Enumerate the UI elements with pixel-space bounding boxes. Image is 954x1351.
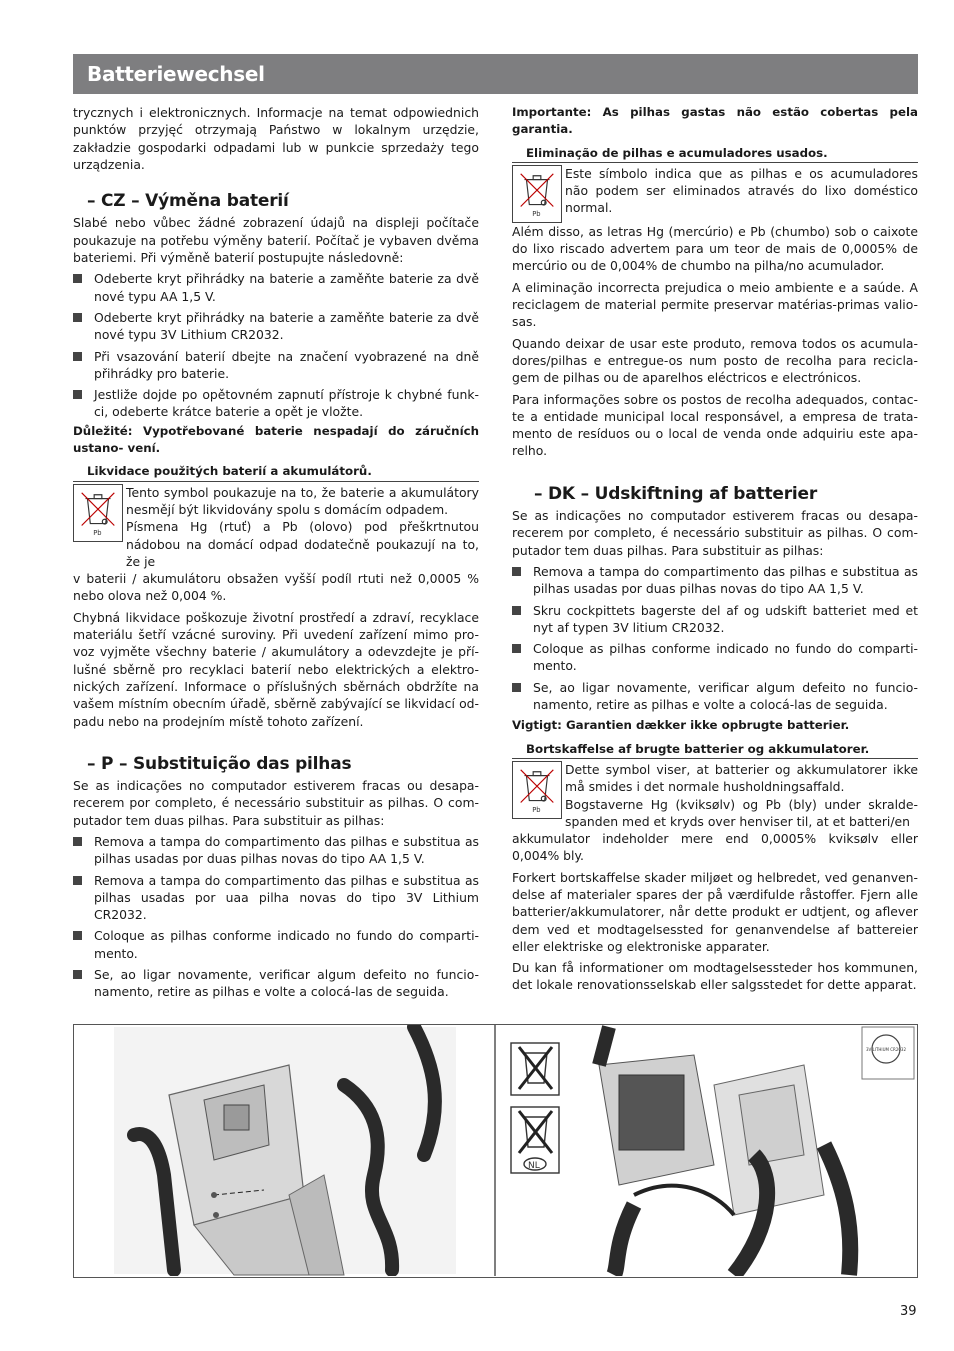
dk-disposal-para-2: Du kan få informationer om modtagelsessteder hos kommunen, det lokale renovationsselskab eller salgsstedet for dette apparat.	[512, 960, 918, 993]
bullet-square-icon	[73, 837, 82, 846]
bullet-square-icon	[73, 274, 82, 283]
console-right-drawing	[599, 1027, 850, 1275]
list-item: Coloque as pilhas conforme indicado no fundo do comparti- mento.	[512, 640, 918, 675]
list-item: Coloque as pilhas conforme indicado no fundo do comparti- mento.	[73, 927, 479, 962]
dk-important-note: Vigtigt: Garantien dækker ikke opbrugte batterier.	[512, 718, 850, 733]
list-item: Odeberte kryt přihrádky na baterie a zaměňte baterie za dvě nové typu AA 1,5 V.	[73, 270, 479, 305]
bullet-square-icon	[73, 970, 82, 979]
svg-text:Pb: Pb	[532, 805, 541, 814]
bullet-square-icon	[512, 567, 521, 576]
dk-disposal-para-1: Forkert bortskaffelse skader miljøet og helbredet, ved genanven- delse af materialer spares der på værdifulde råstoffer. Fjern alle batterier/akkumulatorer, når dette produkt er udtjent, og aflever dem ved et modtagelsessted for genanvendelse af battereier eller elektriske og elektroniske apparater.	[512, 869, 918, 954]
dk-symbol-text-1: Dette symbol viser, at batterier og akkumulatorer ikke må smides i det normale husholdningsaffald.	[565, 761, 918, 795]
cz-symbol-text-3: v baterii / akumulátoru obsažen vyšší podíl rtuti než 0,0005 % nebo olova než 0,004 %.	[73, 571, 479, 604]
bullet-square-icon	[512, 644, 521, 653]
p-disposal-para-2: Quando deixar de usar este produto, remova todos os acumula- dores/pilhas e entregue-os num posto de recolha para recicla- gem de pilhas ou de aparelhos eléctricos e electrónicos.	[512, 335, 918, 386]
dk-disposal-heading: Bortskaffelse af brugte batterier og akkumulatorer.	[512, 741, 918, 759]
p-important-note: Importante: As pilhas gastas não estão cobertas pela garantia.	[512, 105, 918, 137]
p-heading: – P – Substituição das pilhas	[87, 753, 352, 774]
dk-heading: – DK – Udskiftning af batterier	[534, 483, 818, 504]
dk-symbol-text-2: Bogstaverne Hg (kviksølv) og Pb (bly) under skralde- spanden med et kryds over henviser til, at et batteri/en	[565, 796, 918, 829]
dk-intro: Se as indicações no computador estiverem fracas ou desapa- recerem por completo, é necessário substituir as pilhas. O com- putador tem duas pilhas. Para substituir as pilhas:	[512, 508, 918, 558]
dk-disposal-symbol-row	[512, 761, 918, 830]
p-disposal-heading: Eliminação de pilhas e acumuladores usados.	[512, 145, 918, 163]
bin-symbols-right	[511, 1043, 559, 1173]
p-symbol-text-1: Este símbolo indica que as pilhas e os acumuladores não podem ser eliminados através do lixo doméstico normal.	[565, 165, 918, 216]
illustration-svg	[74, 1025, 916, 1276]
dk-symbol-text-3: akkumulator indeholder mere end 0,0005% kviksølv eller 0,004% bly.	[512, 831, 918, 864]
list-item: Skru cockpittets bagerste del af og udskift batteriet med et nyt af typen 3V litium CR2032.	[512, 602, 918, 637]
pl-tail-paragraph: trycznych i elektronicznych. Informacje na temat odpowiednich punktów przyjęć otrzymają Państwo w lokalnym urzędzie, zakładzie gospodarki odpadami lub w punkcie sprzedaży tego urządzenia.	[73, 105, 479, 172]
left-column	[73, 104, 479, 1001]
crossed-bin-icon	[512, 165, 562, 223]
p-disposal-para-3: Para informações sobre os postos de recolha adequados, contac- te a entidade municipal local responsável, a empresa de trata- mento de resíduos ou o local de venda onde adquiriu este apa- relho.	[512, 391, 918, 459]
bullet-square-icon	[73, 390, 82, 399]
bullet-square-icon	[73, 876, 82, 885]
nl-label: NL	[528, 1161, 540, 1171]
battery-replacement-illustration	[73, 1024, 918, 1278]
page-number: 39	[900, 1304, 917, 1319]
cz-disposal-heading: Likvidace použitých baterií a akumulátorů.	[73, 463, 479, 481]
crossed-bin-icon	[512, 761, 562, 819]
list-item: Remova a tampa do compartimento das pilhas e substitua as pilhas usadas por duas pilhas novas do tipo AA 1,5 V.	[512, 563, 918, 598]
cz-heading: – CZ – Výměna baterií	[87, 191, 289, 212]
page-title: Batteriewechsel	[87, 62, 265, 86]
bullet-square-icon	[73, 352, 82, 361]
p-disposal-symbol-row	[512, 165, 918, 223]
bullet-square-icon	[512, 606, 521, 615]
cz-disposal-paragraph: Chybná likvidace poškozuje životní prostředí a zdraví, recyklace materiálu šetří vzácné suroviny. Při uvedení zařízení mimo pro- voz vyjměte všechny baterie / akumulátory a odevzdejte je pří- lušné sběrně pro recyklaci baterií nebo elektrických a elektro- nických zařízení. Informace o příslušných sběrnách obdržíte na vašem místním obecním úřadě, sběrně zabývající se likvidací od- padu nebo na prodejním místě tohoto zařízení.	[73, 609, 479, 729]
list-item: Remova a tampa do compartimento das pilhas e substitua as pilhas usadas por duas pilhas novas do tipo AA 1,5 V.	[73, 833, 479, 868]
section-header	[73, 54, 918, 94]
bullet-square-icon	[73, 931, 82, 940]
cz-symbol-text-1: Tento symbol poukazuje na to, že baterie a akumulátory nesmějí být likvidovány spolu s domácím odpadem.	[126, 484, 479, 517]
cz-symbol-text-2: Písmena Hg (rtuť) a Pb (olovo) pod přeškrtnutou nádobou na domácí odpad dodatečně poukazují na to, že je	[126, 519, 479, 569]
cz-important-note: Důležité: Vypotřebované baterie nespadají do záručních ustano- vení.	[73, 423, 479, 456]
list-item: Remova a tampa do compartimento das pilhas e substitua as pilhas usadas por uaa pilha novas do tipo 3V Lithium CR2032.	[73, 872, 479, 924]
cz-intro: Slabé nebo vůbec žádné zobrazení údajů na displeji počítače poukazuje na potřebu výměny baterií. Počítač je vybaven dvěma bateriemi. Při výměně baterií postupujte následovně:	[73, 215, 479, 266]
svg-text:Pb: Pb	[532, 209, 541, 218]
bullet-square-icon	[512, 683, 521, 692]
list-item: Odeberte kryt přihrádky na baterie a zaměňte baterie za dvě nové typu 3V Lithium CR2032.	[73, 309, 479, 344]
svg-text:Pb: Pb	[93, 528, 102, 537]
p-symbol-text-2: Além disso, as letras Hg (mercúrio) e Pb (chumbo) sob o caixote do lixo riscado advertem para um teor de mais de 0,0005% de mercúrio ou de 0,004% de chumbo na pilha/no acumulador.	[512, 223, 918, 274]
list-item: Se, ao ligar novamente, verificar algum defeito no funcio- namento, retire as pilhas e volte a colocá-las de seguida.	[512, 679, 918, 714]
list-item: Jestliže dojde po opětovném zapnutí přístroje k chybné funk- ci, odeberte krátce baterie a opět je vložte.	[73, 386, 479, 421]
crossed-bin-icon	[73, 484, 123, 542]
list-item: Při vsazování baterií dbejte na značení vyobrazené na dně přihrádky pro baterie.	[73, 348, 479, 383]
p-disposal-para-1: A eliminação incorrecta prejudica o meio ambiente e a saúde. A reciclagem de material permite preservar matérias-primas valio- sas.	[512, 279, 918, 330]
bullet-square-icon	[73, 313, 82, 322]
p-intro: Se as indicações no computador estiverem fracas ou desapa- recerem por completo, é necessário substituir as pilhas. O com- putador tem duas pilhas. Para substituir as pilhas:	[73, 778, 479, 828]
cz-disposal-symbol-row	[73, 484, 479, 570]
coin-cell-label: 3V LITHIUM CR2032	[866, 1047, 906, 1052]
list-item: Se, ao ligar novamente, verificar algum defeito no funcio- namento, retire as pilhas e volte a colocá-las de seguida.	[73, 966, 479, 1001]
right-column	[512, 104, 918, 994]
